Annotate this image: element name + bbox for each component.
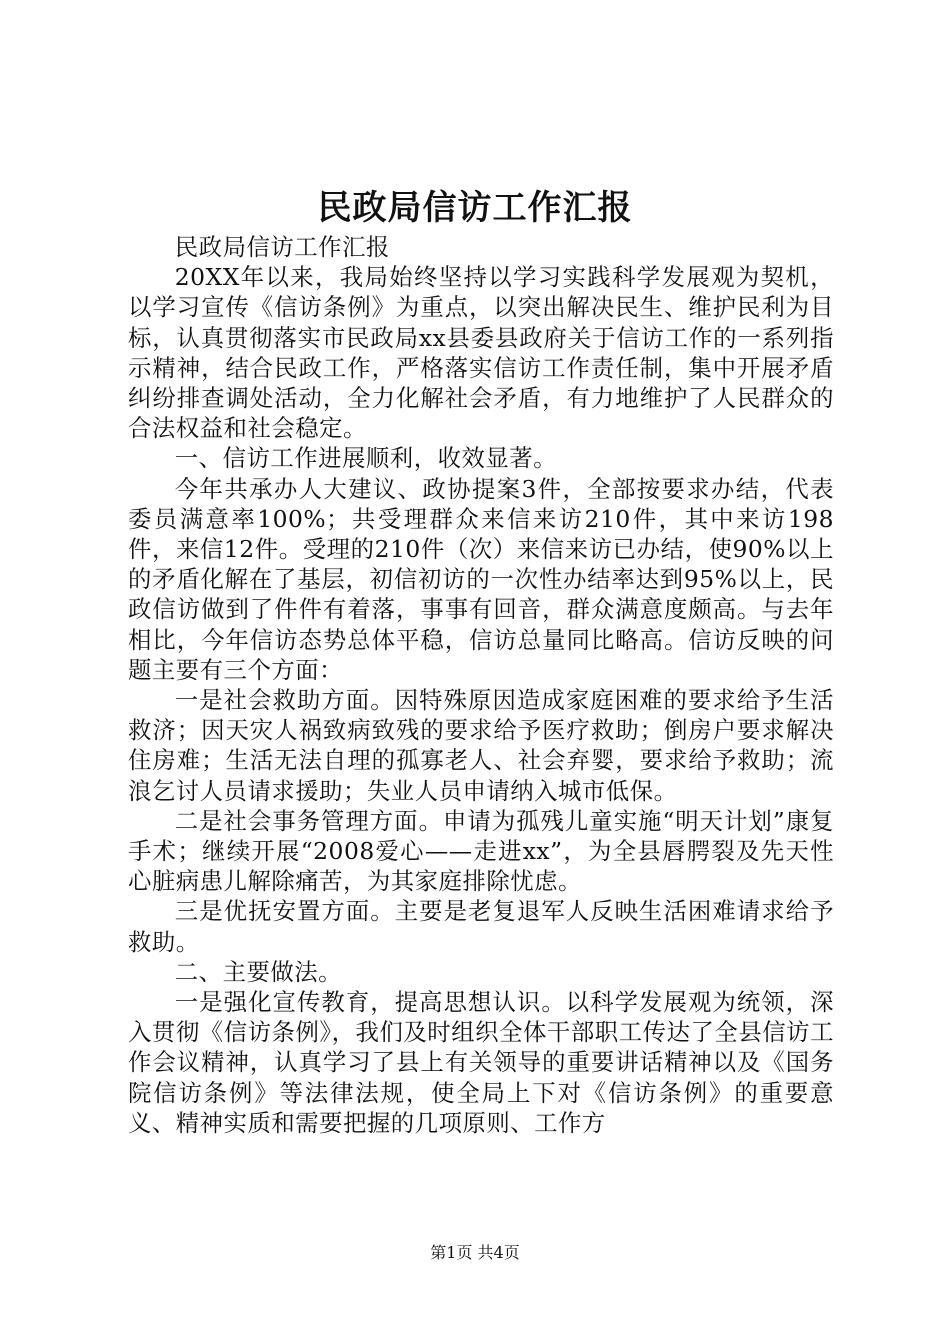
document-body: [128, 232, 834, 1138]
paragraph-intro: 20XX年以来，我局始终坚持以学习实践科学发展观为契机，以学习宣传《信访条例》为重点，以突出解决民生、维护民利为目标，认真贯彻落实市民政局xx县委县政府关于信访工作的一系列指示精神，结合民政工作，严格落实信访工作责任制，集中开展矛盾纠纷排查调处活动，全力化解社会矛盾，有力地维护了人民群众的合法权益和社会稳定。: [128, 263, 834, 443]
paragraph-social-assistance: 一是社会救助方面。因特殊原因造成家庭困难的要求给予生活救济；因天灾人祸致病致残的要求给予医疗救助；倒房户要求解决住房难；生活无法自理的孤寡老人、社会弃婴，要求给予救助；流浪乞讨人员请求援助；失业人员申请纳入城市低保。: [128, 686, 834, 805]
page-footer: 第1页 共4页: [430, 1243, 520, 1262]
paragraph-social-affairs: 二是社会事务管理方面。申请为孤残儿童实施“明天计划”康复手术；继续开展“2008爱心——走进xx”，为全县唇腭裂及先天性心脏病患儿解除痛苦，为其家庭排除忧虑。: [128, 806, 834, 896]
document-title: 民政局信访工作汇报: [317, 188, 633, 228]
paragraph-heading: 民政局信访工作汇报: [174, 233, 390, 261]
section-heading-2: 二、主要做法。: [174, 957, 343, 986]
paragraph-statistics: 今年共承办人大建议、政协提案3件，全部按要求办结，代表委员满意率100%；共受理群众来信来访210件，其中来访198件，来信12件。受理的210件（次）来信来访已办结，使90%以上的矛盾化解在了基层，初信初访的一次性办结率达到95%以上，民政信访做到了件件有着落，事事有回音，群众满意度颇高。与去年相比，今年信访态势总体平稳，信访总量同比略高。信访反映的问题主要有三个方面：: [128, 474, 834, 684]
paragraph-publicity: 一是强化宣传教育，提高思想认识。以科学发展观为统领，深入贯彻《信访条例》，我们及时组织全体干部职工传达了全县信访工作会议精神，认真学习了县上有关领导的重要讲话精神以及《国务院信访条例》等法律法规，使全局上下对《信访条例》的重要意义、精神实质和需要把握的几项原则、工作方: [128, 988, 834, 1137]
paragraph-veterans: 三是优抚安置方面。主要是老复退军人反映生活困难请求给予救助。: [128, 897, 834, 956]
section-heading-1: 一、信访工作进展顺利，收效显著。: [174, 444, 558, 473]
